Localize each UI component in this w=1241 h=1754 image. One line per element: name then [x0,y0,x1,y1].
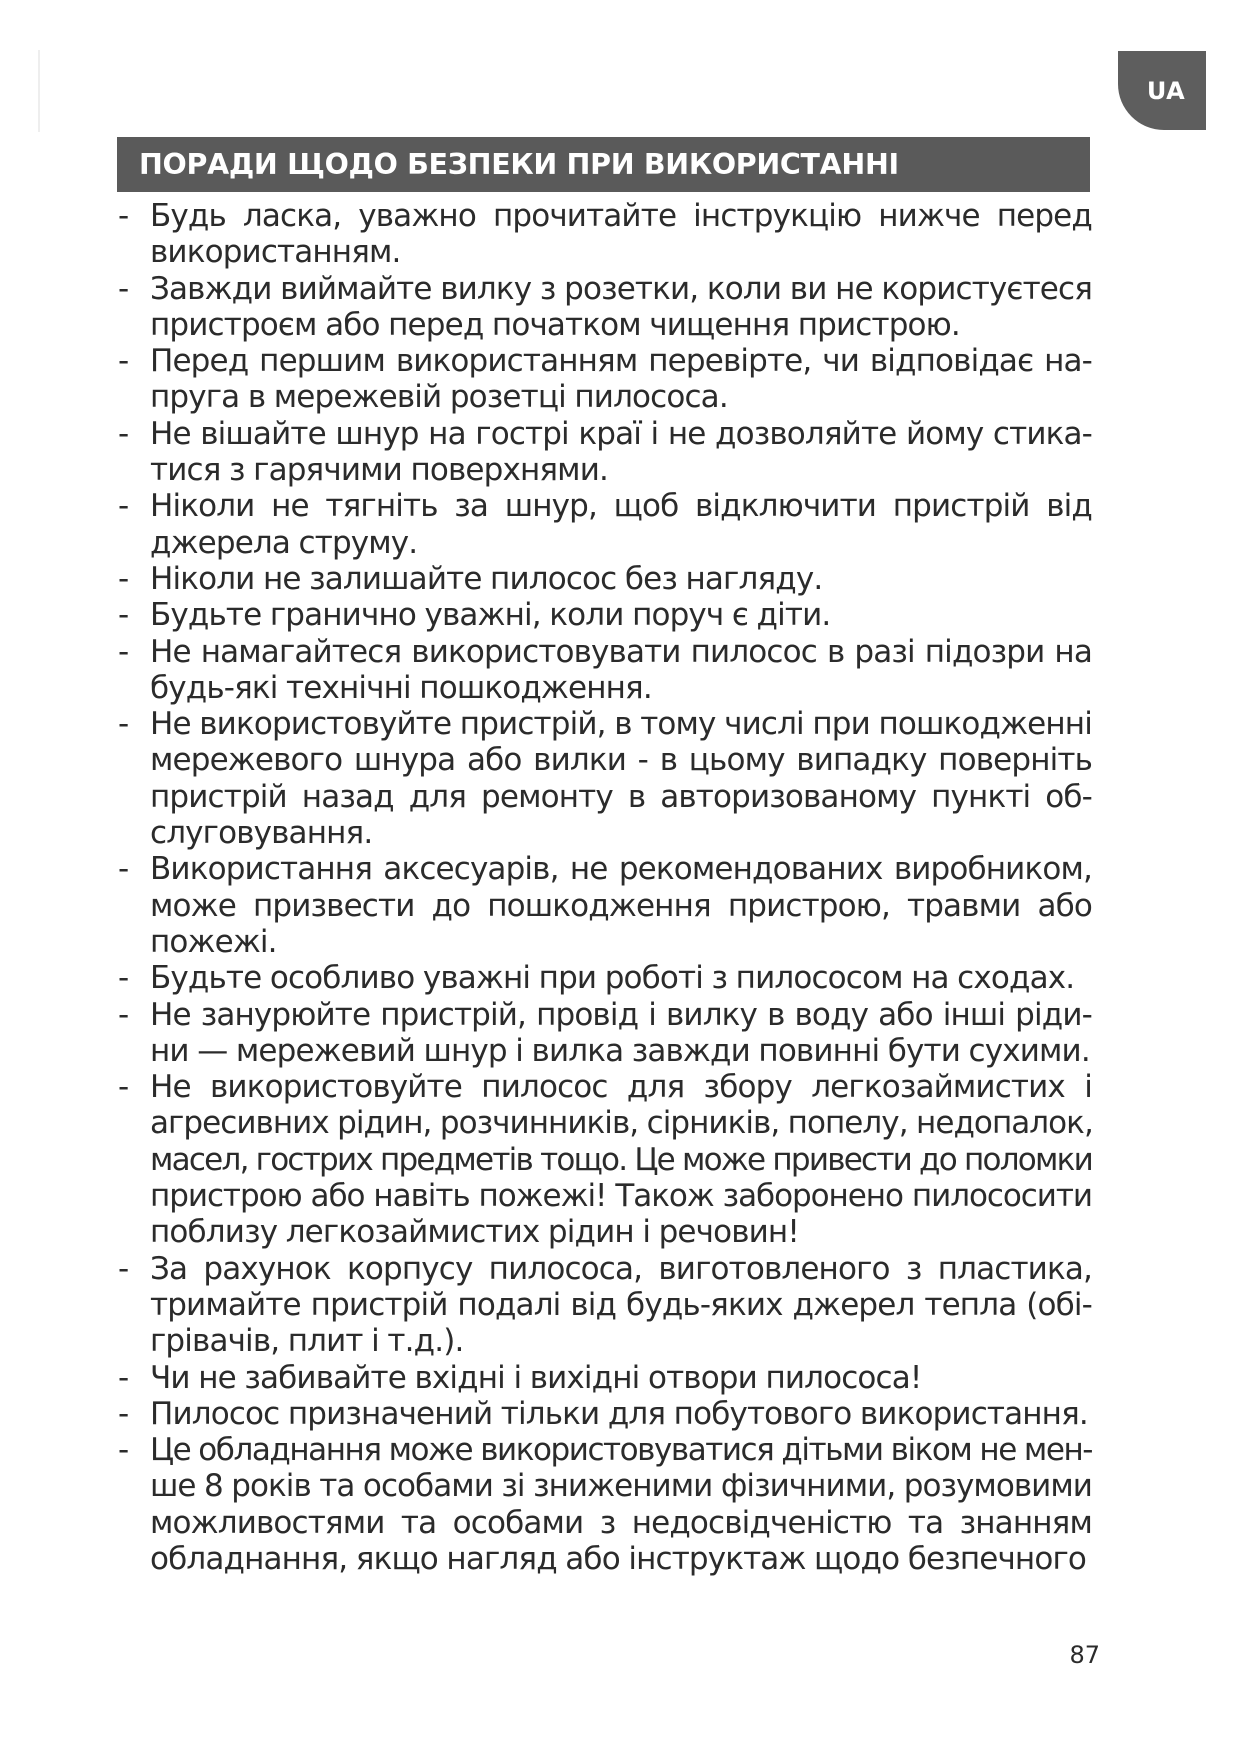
bullet-text-line: Не використовуйте пристрій, в тому числі при пошкодженні [150,706,1092,743]
safety-bullet-item [118,634,1092,707]
safety-bullet-item [118,706,1092,851]
bullet-text-line: Не використовуйте пилосос для збору легкозаймистих і [150,1069,1092,1106]
safety-bullet-item [118,597,1092,633]
bullet-dash: - [118,960,130,997]
bullet-text-line: Ніколи не тягніть за шнур, щоб відключити пристрій від [150,488,1092,525]
safety-bullet-item [118,561,1092,597]
safety-bullet-item [118,960,1092,996]
safety-bullet-item [118,1396,1092,1432]
safety-bullet-item [118,343,1092,416]
bullet-dash: - [118,560,130,597]
bullet-text-line: Не вішайте шнур на гострі краї і не дозволяйте йому стика- [150,415,1092,452]
bullet-dash: - [118,1359,130,1396]
bullet-text-line: обладнання, якщо нагляд або інструктаж щодо безпечного [150,1540,1087,1577]
bullet-text-line: ни — мережевий шнур і вилка завжди повинні бути сухими. [150,1032,1090,1069]
bullet-text-line: Завжди виймайте вилку з розетки, коли ви не користуєтеся [150,270,1092,307]
bullet-text-line: Це обладнання може використовуватися дітьми віком не мен- [150,1432,1092,1469]
bullet-text-line: будь-які технічні пошкодження. [150,669,652,706]
bullet-dash: - [118,633,130,670]
bullet-text-line: Будьте гранично уважні, коли поруч є діти. [150,597,831,634]
bullet-text-line: поблизу легкозаймистих рідин і речовин! [150,1214,799,1251]
safety-bullet-item [118,997,1092,1070]
bullet-text-line: Не намагайтеся використовувати пилосос в разі підозри на [150,633,1092,670]
safety-bullet-item [118,198,1092,271]
page-number: 87 [1069,1641,1100,1669]
bullet-dash: - [118,343,130,380]
bullet-text-line: Перед першим використанням перевірте, чи відповідає на- [150,343,1092,380]
bullet-dash: - [118,597,130,634]
bullet-text-line: Будь ласка, уважно прочитайте інструкцію нижче перед [150,198,1092,234]
bullet-text-line: використанням. [150,234,401,271]
bullet-text-line: Чи не забивайте вхідні і вихідні отвори пилососа! [150,1359,922,1396]
margin-mark [38,50,40,132]
language-tab: UA [1118,51,1206,130]
bullet-text-line: мережевого шнура або вилки - в цьому випадку поверніть [150,742,1092,779]
bullet-text-line: ше 8 років та особами зі зниженими фізичними, розумовими [150,1468,1092,1505]
bullet-text-line: За рахунок корпусу пилососа, виготовленого з пластика, [150,1250,1092,1287]
bullet-dash: - [118,270,130,307]
safety-bullet-item [118,1432,1092,1577]
bullet-dash: - [118,198,130,234]
bullet-text-line: Використання аксесуарів, не рекомендованих виробником, [150,851,1092,888]
safety-bullet-item [118,488,1092,561]
bullet-text-line: тися з гарячими поверхнями. [150,452,609,489]
section-title: ПОРАДИ ЩОДО БЕЗПЕКИ ПРИ ВИКОРИСТАННІ [117,137,1090,192]
bullet-dash: - [118,488,130,525]
safety-bullet-item [118,271,1092,344]
safety-bullet-item [118,1069,1092,1250]
bullet-dash: - [118,1069,130,1106]
bullet-dash: - [118,851,130,888]
safety-bullet-item [118,416,1092,489]
bullet-text-line: слуговування. [150,815,373,852]
safety-bullet-item [118,1251,1092,1360]
bullet-dash: - [118,415,130,452]
bullet-dash: - [118,1432,130,1469]
safety-bullet-list [118,198,1092,1577]
bullet-text-line: пожежі. [150,923,277,960]
bullet-text-line: можливостями та особами з недосвідченістю та знанням [150,1504,1092,1541]
bullet-text-line: масел, гострих предметів тощо. Це може привести до поломки [150,1141,1092,1178]
bullet-dash: - [118,706,130,743]
safety-bullet-item [118,851,1092,960]
bullet-text-line: Будьте особливо уважні при роботі з пилососом на сходах. [150,960,1075,997]
bullet-text-line: агресивних рідин, розчинників, сірників, попелу, недопалок, [150,1105,1093,1142]
bullet-dash: - [118,996,130,1033]
bullet-text-line: пруга в мережевій розетці пилососа. [150,379,728,416]
bullet-dash: - [118,1250,130,1287]
bullet-text-line: джерела струму. [150,524,418,561]
bullet-text-line: пристрій назад для ремонту в авторизованому пункті об- [150,778,1092,815]
bullet-text-line: тримайте пристрій подалі від будь-яких джерел тепла (обі- [150,1286,1092,1323]
bullet-text-line: пристрою або навіть пожежі! Також заборонено пилососити [150,1178,1092,1215]
bullet-text-line: грівачів, плит і т.д.). [150,1323,464,1360]
safety-bullet-item [118,1360,1092,1396]
bullet-dash: - [118,1395,130,1432]
bullet-text-line: пристроєм або перед початком чищення пристрою. [150,306,960,343]
bullet-text-line: Пилосос призначений тільки для побутового використання. [150,1395,1088,1432]
bullet-text-line: Не занурюйте пристрій, провід і вилку в воду або інші ріди- [150,996,1092,1033]
bullet-text-line: Ніколи не залишайте пилосос без нагляду. [150,560,823,597]
bullet-text-line: може призвести до пошкодження пристрою, травми або [150,887,1092,924]
